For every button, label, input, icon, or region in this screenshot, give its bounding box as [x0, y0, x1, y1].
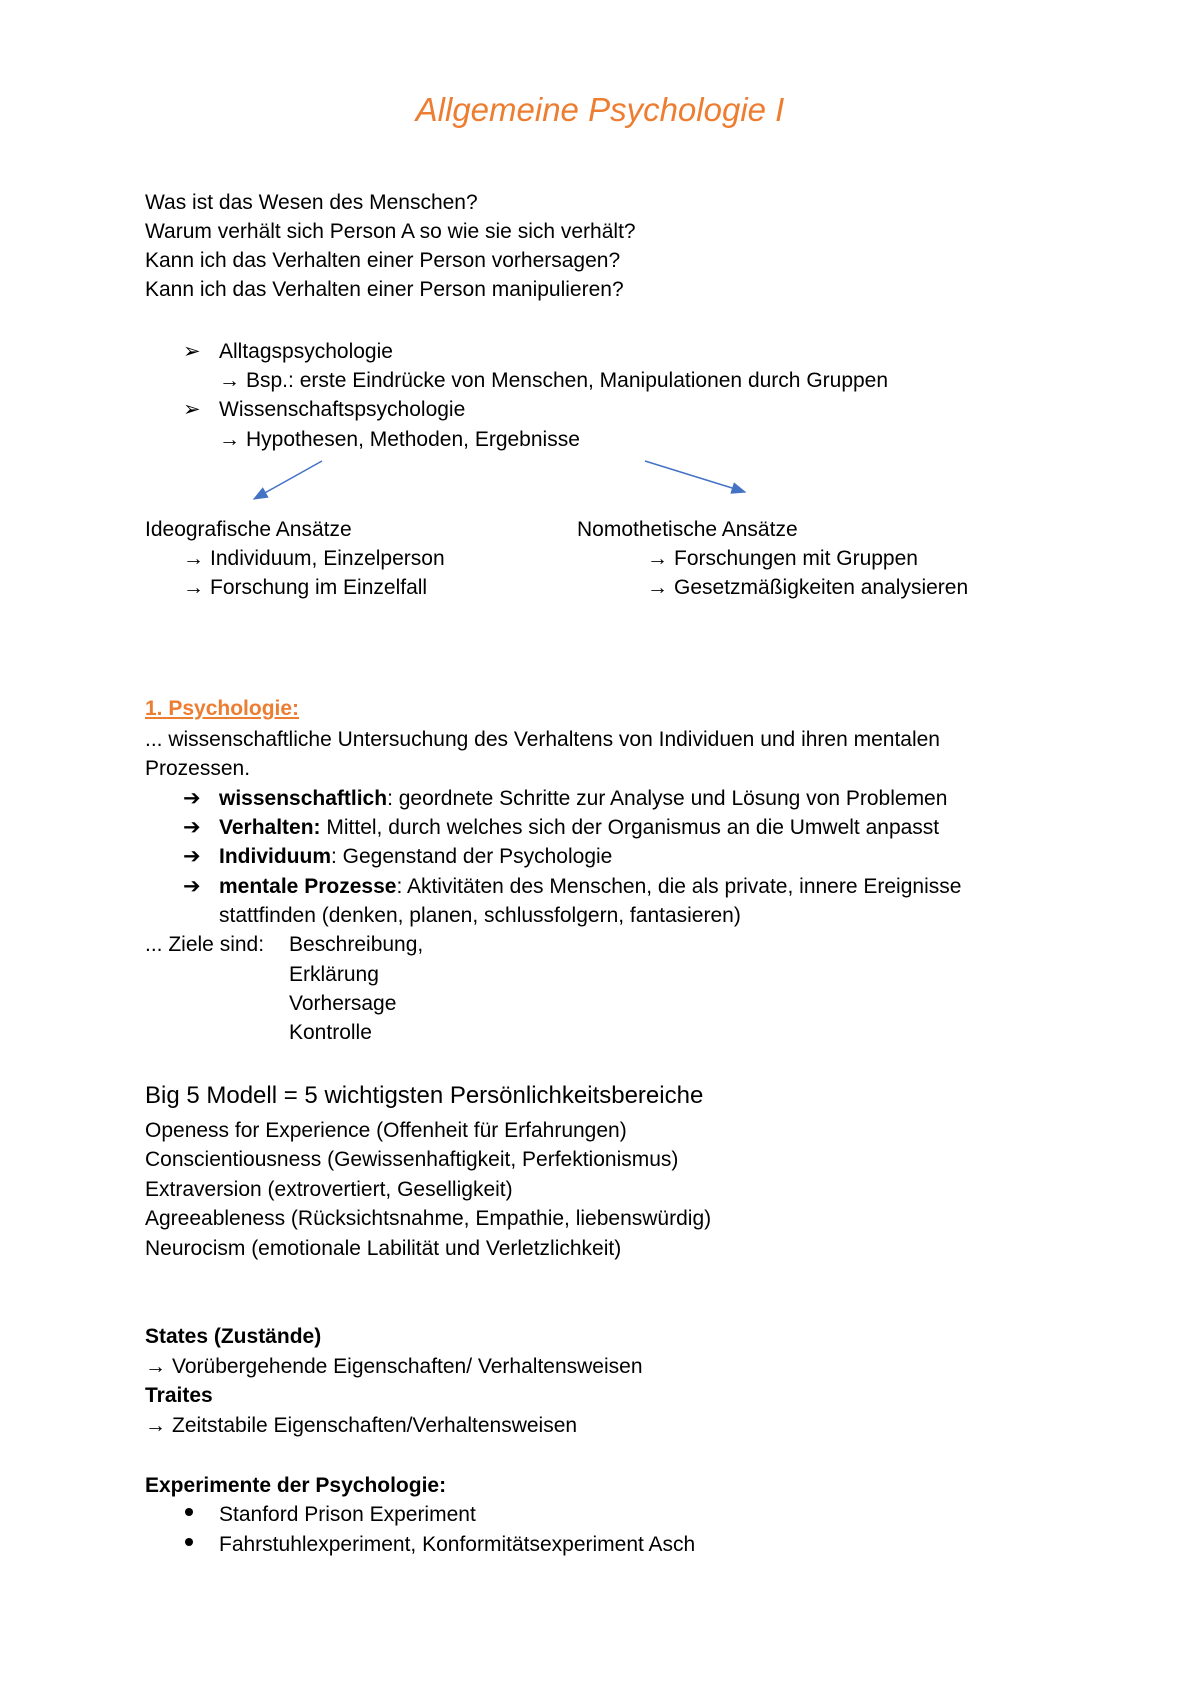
right-arrow-icon: → [219, 369, 240, 392]
nomothetic-item: → Gesetzmäßigkeiten analysieren [647, 573, 968, 602]
traits-detail: → Zeitstabile Eigenschaften/Verhaltensweisen [145, 1411, 577, 1440]
big5-item: Conscientiousness (Gewissenhaftigkeit, Perfektionismus) [145, 1148, 679, 1171]
arrowhead-bullet-icon: ➢ [183, 398, 201, 421]
arrowhead-bullet-icon: ➢ [183, 340, 201, 363]
right-arrow-icon: → [145, 1355, 166, 1378]
term-continuation: stattfinden (denken, planen, schlussfolgern, fantasieren) [219, 904, 741, 927]
goals-label: ... Ziele sind: [145, 933, 265, 956]
nomothetic-heading: Nomothetische Ansätze [577, 518, 798, 541]
right-arrow-icon: → [183, 547, 204, 570]
big5-item: Agreeableness (Rücksichtsnahme, Empathie, liebenswürdig) [145, 1207, 712, 1230]
big5-item: Extraversion (extrovertiert, Geselligkeit) [145, 1178, 513, 1201]
goal-item: Kontrolle [289, 1021, 372, 1044]
bold-arrow-icon: ➔ [183, 816, 201, 839]
right-arrow-icon: → [219, 428, 240, 451]
right-arrow-icon: → [647, 547, 668, 570]
nomothetic-item: → Forschungen mit Gruppen [647, 544, 918, 573]
goal-item: Beschreibung, [289, 933, 424, 956]
big5-item: Openess for Experience (Offenheit für Erfahrungen) [145, 1119, 627, 1142]
term-item [183, 872, 961, 901]
big5-heading: Big 5 Modell = 5 wichtigsten Persönlichkeitsbereiche [145, 1082, 704, 1109]
term-item [183, 784, 947, 813]
bold-arrow-icon: ➔ [183, 787, 201, 810]
section-heading: 1. Psychologie: [145, 697, 300, 720]
term-label: Individuum [219, 845, 331, 868]
list-item-detail: → Bsp.: erste Eindrücke von Menschen, Manipulationen durch Gruppen [219, 366, 888, 395]
experiment-item: Fahrstuhlexperiment, Konformitätsexperiment Asch [219, 1533, 696, 1556]
arrow-to-nomothetic [645, 461, 745, 492]
term-item [183, 813, 939, 842]
arrow-to-ideographic [254, 461, 322, 499]
term-label: wissenschaftlich [219, 787, 388, 810]
states-detail: → Vorübergehende Eigenschaften/ Verhaltensweisen [145, 1352, 643, 1381]
right-arrow-icon: → [183, 576, 204, 599]
right-arrow-icon: → [647, 576, 668, 599]
experiments-heading: Experimente der Psychologie: [145, 1474, 447, 1497]
term-item [183, 842, 612, 871]
bullet-icon [185, 1508, 193, 1516]
intro-question: Was ist das Wesen des Menschen? [145, 191, 478, 214]
term-text: : geordnete Schritte zur Analyse und Lösung von Problemen [387, 787, 948, 810]
goal-item: Vorhersage [289, 992, 397, 1015]
intro-question: Kann ich das Verhalten einer Person vorhersagen? [145, 249, 621, 272]
traits-heading: Traites [145, 1384, 213, 1407]
big5-item: Neurocism (emotionale Labilität und Verletzlichkeit) [145, 1237, 622, 1260]
list-item-label: Alltagspsychologie [219, 340, 393, 363]
term-label: mentale Prozesse [219, 875, 397, 898]
ideographic-heading: Ideografische Ansätze [145, 518, 352, 541]
right-arrow-icon: → [145, 1414, 166, 1437]
document-title: Allgemeine Psychologie I [415, 91, 785, 128]
bold-arrow-icon: ➔ [183, 875, 201, 898]
goal-item: Erklärung [289, 963, 379, 986]
states-heading: States (Zustände) [145, 1325, 322, 1348]
term-text: Mittel, durch welches sich der Organismus an die Umwelt anpasst [320, 816, 940, 839]
term-label: Verhalten: [219, 816, 321, 839]
intro-question: Kann ich das Verhalten einer Person manipulieren? [145, 278, 624, 301]
term-text: : Gegenstand der Psychologie [331, 845, 613, 868]
list-item-label: Wissenschaftspsychologie [219, 398, 466, 421]
term-text: : Aktivitäten des Menschen, die als private, innere Ereignisse [396, 875, 962, 898]
definition-text: ... wissenschaftliche Untersuchung des Verhaltens von Individuen und ihren mentalen [145, 728, 940, 751]
ideographic-item: → Forschung im Einzelfall [183, 573, 427, 602]
definition-text: Prozessen. [145, 757, 251, 780]
ideographic-item: → Individuum, Einzelperson [183, 544, 445, 573]
list-item-detail: → Hypothesen, Methoden, Ergebnisse [219, 425, 580, 454]
bullet-icon [185, 1538, 193, 1546]
intro-question: Warum verhält sich Person A so wie sie sich verhält? [145, 220, 636, 243]
bold-arrow-icon: ➔ [183, 845, 201, 868]
experiment-item: Stanford Prison Experiment [219, 1503, 476, 1526]
